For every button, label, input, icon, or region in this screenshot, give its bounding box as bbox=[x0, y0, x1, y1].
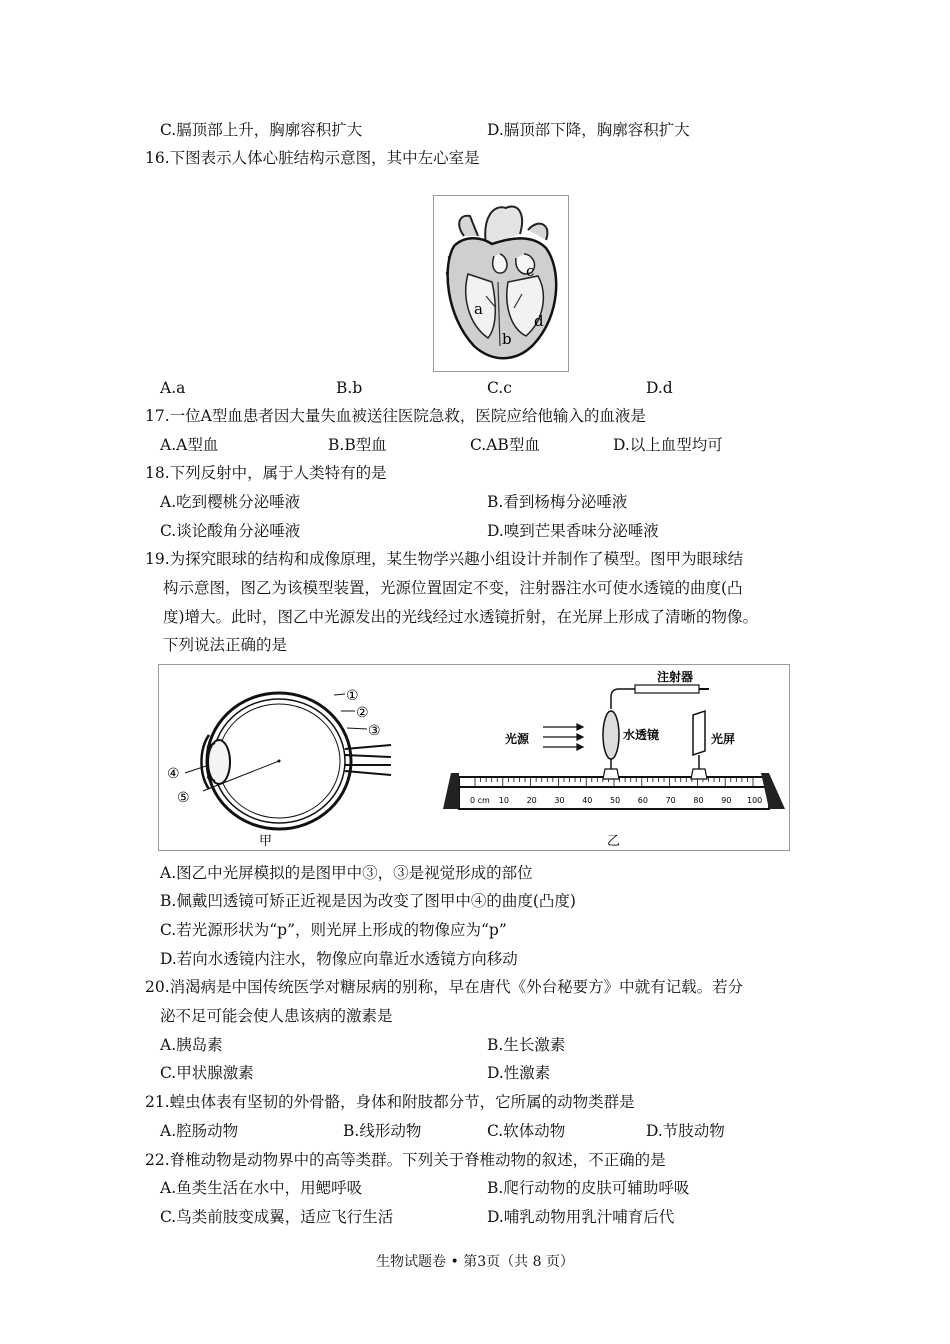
water-lens-label: 水透镜 bbox=[623, 728, 660, 742]
ruler-label-70: 70 bbox=[665, 796, 676, 805]
q18-option-b: B.看到杨梅分泌唾液 bbox=[487, 493, 628, 511]
eye-marker-1: ① bbox=[346, 688, 359, 704]
q19-stem-line-2: 构示意图，图乙为该模型装置，光源位置固定不变，注射器注水可使水透镜的曲度(凸 bbox=[163, 579, 743, 597]
q20-stem-line-2: 泌不足可能会使人患该病的激素是 bbox=[160, 1007, 393, 1025]
q18-option-a: A.吃到樱桃分泌唾液 bbox=[160, 493, 301, 511]
q18-option-c: C.谈论酸角分泌唾液 bbox=[160, 522, 301, 540]
heart-label-d: d bbox=[534, 312, 544, 330]
q19-stem-line-1: 19.为探究眼球的结构和成像原理，某生物学兴趣小组设计并制作了模型。图甲为眼球结 bbox=[145, 550, 744, 568]
q20-option-a: A.胰岛素 bbox=[160, 1036, 223, 1054]
q22-option-d: D.哺乳动物用乳汁哺育后代 bbox=[487, 1208, 675, 1226]
q22-option-c: C.鸟类前肢变成翼，适应飞行生活 bbox=[160, 1208, 394, 1226]
light-source-label: 光源 bbox=[505, 732, 530, 746]
fig-jia-caption: 甲 bbox=[259, 834, 273, 849]
ruler-label-20: 20 bbox=[526, 796, 537, 805]
q18-option-d: D.嗅到芒果香味分泌唾液 bbox=[487, 522, 659, 540]
q19-stem-line-4: 下列说法正确的是 bbox=[163, 636, 288, 654]
q21-option-b: B.线形动物 bbox=[343, 1122, 422, 1140]
eye-marker-4: ④ bbox=[167, 766, 180, 782]
q19-option-b: B.佩戴凹透镜可矫正近视是因为改变了图甲中④的曲度(凸度) bbox=[160, 892, 576, 910]
eye-diagram bbox=[167, 688, 391, 849]
q17-stem: 17.一位A型血患者因大量失血被送往医院急救，医院应给他输入的血液是 bbox=[145, 407, 646, 425]
q20-stem-line-1: 20.消渴病是中国传统医学对糖尿病的别称，早在唐代《外台秘要方》中就有记载。若分 bbox=[145, 978, 744, 996]
q16-option-d: D.d bbox=[646, 379, 673, 397]
q15-option-d: D.膈顶部下降，胸廓容积扩大 bbox=[487, 121, 690, 139]
ruler-label-100: 100 bbox=[747, 796, 763, 805]
q16-option-a: A.a bbox=[160, 379, 186, 397]
ruler-label-10: 10 bbox=[498, 796, 509, 805]
q20-option-b: B.生长激素 bbox=[487, 1036, 566, 1054]
ruler-label-40: 40 bbox=[582, 796, 593, 805]
q21-option-c: C.软体动物 bbox=[487, 1122, 566, 1140]
water-lens bbox=[603, 711, 619, 759]
eye-model-figure bbox=[158, 664, 790, 851]
ruler-label-90: 90 bbox=[721, 796, 732, 805]
q19-stem-line-3: 度)增大。此时，图乙中光源发出的光线经过水透镜折射，在光屏上形成了清晰的物像。 bbox=[163, 608, 759, 626]
q19-option-d: D.若向水透镜内注水，物像应向靠近水透镜方向移动 bbox=[160, 950, 518, 968]
heart-label-a: a bbox=[474, 300, 483, 318]
lens-model-diagram bbox=[443, 669, 785, 849]
eye-marker-2: ② bbox=[356, 705, 369, 721]
q17-option-b: B.B型血 bbox=[328, 436, 387, 454]
eye-marker-5: ⑤ bbox=[177, 790, 190, 806]
ruler-label-0: 0 cm bbox=[470, 796, 490, 805]
eye-marker-3: ③ bbox=[368, 723, 381, 739]
q17-option-d: D.以上血型均可 bbox=[613, 436, 723, 454]
syringe-label: 注射器 bbox=[657, 670, 694, 684]
fig-yi-caption: 乙 bbox=[607, 834, 621, 849]
ruler-label-80: 80 bbox=[693, 796, 704, 805]
q18-stem: 18.下列反射中，属于人类特有的是 bbox=[145, 464, 387, 482]
heart-label-c: c bbox=[526, 262, 535, 280]
q22-option-a: A.鱼类生活在水中，用鳃呼吸 bbox=[160, 1179, 363, 1197]
light-screen bbox=[693, 711, 705, 755]
ruler-label-50: 50 bbox=[610, 796, 621, 805]
ruler-label-60: 60 bbox=[637, 796, 648, 805]
q21-option-a: A.腔肠动物 bbox=[160, 1122, 239, 1140]
light-rays bbox=[543, 724, 583, 750]
q22-option-b: B.爬行动物的皮肤可辅助呼吸 bbox=[487, 1179, 690, 1197]
q20-option-d: D.性激素 bbox=[487, 1064, 551, 1082]
page-footer: 生物试题卷 • 第3页（共 8 页） bbox=[376, 1254, 574, 1270]
heart-figure bbox=[433, 195, 569, 372]
q19-option-a: A.图乙中光屏模拟的是图甲中③，③是视觉形成的部位 bbox=[160, 864, 533, 882]
syringe bbox=[635, 685, 699, 693]
q16-option-c: C.c bbox=[487, 379, 512, 397]
q16-option-b: B.b bbox=[336, 379, 363, 397]
q15-option-c: C.膈顶部上升，胸廓容积扩大 bbox=[160, 121, 363, 139]
ruler-label-30: 30 bbox=[554, 796, 565, 805]
q21-stem: 21.蝗虫体表有坚韧的外骨骼，身体和附肢都分节，它所属的动物类群是 bbox=[145, 1093, 635, 1111]
q21-option-d: D.节肢动物 bbox=[646, 1122, 725, 1140]
q17-option-c: C.AB型血 bbox=[470, 436, 540, 454]
heart-label-b: b bbox=[502, 330, 512, 348]
screen-label: 光屏 bbox=[711, 732, 736, 746]
q17-option-a: A.A型血 bbox=[160, 436, 219, 454]
q19-option-c: C.若光源形状为“p”，则光屏上形成的物像应为“p” bbox=[160, 921, 507, 939]
q16-stem: 16.下图表示人体心脏结构示意图，其中左心室是 bbox=[145, 149, 480, 167]
q22-stem: 22.脊椎动物是动物界中的高等类群。下列关于脊椎动物的叙述，不正确的是 bbox=[145, 1151, 666, 1169]
q20-option-c: C.甲状腺激素 bbox=[160, 1064, 254, 1082]
